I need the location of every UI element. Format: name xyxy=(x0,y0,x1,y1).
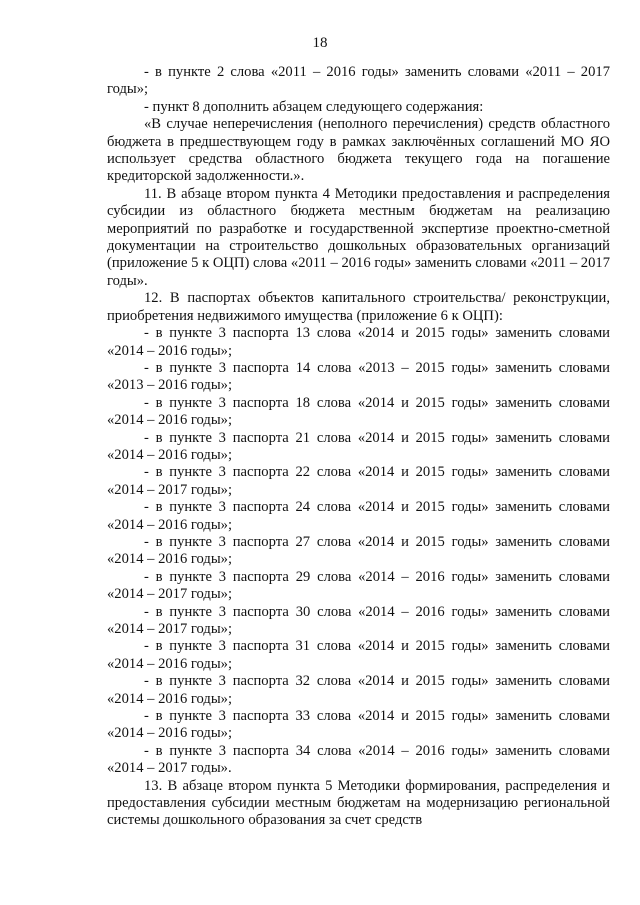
document-body xyxy=(107,64,610,830)
paragraph: 12. В паспортах объектов капитального строительства/ реконструкции, приобретения недвижимого имущества (приложение 6 к ОЦП): xyxy=(107,290,610,324)
list-item: - в пункте 3 паспорта 30 слова «2014 – 2016 годы» заменить словами «2014 – 2017 годы»; xyxy=(107,603,610,637)
list-item: - в пункте 3 паспорта 34 слова «2014 – 2016 годы» заменить словами «2014 – 2017 годы». xyxy=(107,742,610,777)
paragraph: - пункт 8 дополнить абзацем следующего содержания: xyxy=(144,98,484,115)
list-item: - в пункте 3 паспорта 31 слова «2014 и 2015 годы» заменить словами «2014 – 2016 годы»; xyxy=(107,638,610,672)
paragraph: 11. В абзаце втором пункта 4 Методики предоставления и распределения субсидии из областного бюджета местным бюджетам на реализацию мероприятий по разработке и государственной экспертизе проектно-сметной документации на строительство дошкольных образовательных организаций (приложение 5 к ОЦП) слова «2011 – 2016 годы» заменить словами «2011 – 2017 годы». xyxy=(107,185,610,289)
paragraph: «В случае неперечисления (неполного перечисления) средств областного бюджета в предшествующем году в рамках заключённых соглашений МО ЯО использует средства областного бюджета текущего года на погашение кредиторской задолженности.». xyxy=(107,116,610,185)
list-item: - в пункте 3 паспорта 22 слова «2014 и 2015 годы» заменить словами «2014 – 2017 годы»; xyxy=(107,464,610,498)
list-item: - в пункте 3 паспорта 29 слова «2014 – 2016 годы» заменить словами «2014 – 2017 годы»; xyxy=(107,568,610,603)
paragraph: 13. В абзаце втором пункта 5 Методики формирования, распределения и предоставления субсидии местным бюджетам на модернизацию региональной системы дошкольного образования за счет средств xyxy=(107,777,610,829)
list-item: - в пункте 3 паспорта 14 слова «2013 – 2015 годы» заменить словами «2013 – 2016 годы»; xyxy=(107,359,610,394)
list-item: - в пункте 3 паспорта 27 слова «2014 и 2015 годы» заменить словами «2014 – 2016 годы»; xyxy=(107,533,610,568)
page-number: 18 xyxy=(312,35,328,51)
list-item: - в пункте 3 паспорта 13 слова «2014 и 2015 годы» заменить словами «2014 – 2016 годы»; xyxy=(107,325,610,359)
list-item: - в пункте 3 паспорта 32 слова «2014 и 2015 годы» заменить словами «2014 – 2016 годы»; xyxy=(107,673,610,707)
paragraph: - в пункте 2 слова «2011 – 2016 годы» заменить словами «2011 – 2017 годы»; xyxy=(107,64,610,98)
list-item: - в пункте 3 паспорта 33 слова «2014 и 2015 годы» заменить словами «2014 – 2016 годы»; xyxy=(107,708,610,742)
list-item: - в пункте 3 паспорта 21 слова «2014 и 2015 годы» заменить словами «2014 – 2016 годы»; xyxy=(107,429,610,463)
list-item: - в пункте 3 паспорта 24 слова «2014 и 2015 годы» заменить словами «2014 – 2016 годы»; xyxy=(107,499,610,533)
list-item: - в пункте 3 паспорта 18 слова «2014 и 2015 годы» заменить словами «2014 – 2016 годы»; xyxy=(107,394,610,429)
